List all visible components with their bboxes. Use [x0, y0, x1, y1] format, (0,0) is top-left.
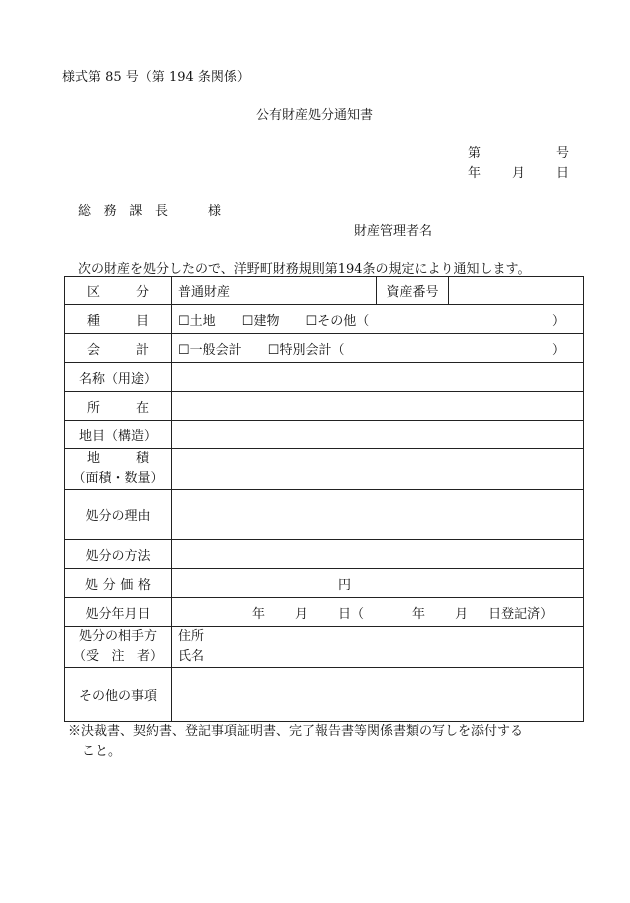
checkbox-general-account[interactable]: ☐一般会計	[178, 342, 242, 358]
close-paren: ）	[551, 342, 565, 358]
label-char: 積	[135, 451, 149, 466]
date-day: 日	[556, 166, 570, 181]
addressee-char: 総	[78, 204, 92, 219]
row-chimoku	[65, 421, 584, 449]
location-field[interactable]	[172, 392, 584, 421]
reason-field[interactable]	[172, 490, 584, 540]
party-sub	[71, 647, 165, 667]
label-char: 格	[137, 577, 151, 593]
footnote-line2: こと。	[82, 744, 122, 759]
reg-day-unit: 日登記済）	[488, 606, 554, 622]
price-unit: 円	[338, 577, 352, 593]
doc-number-dai: 第	[468, 146, 482, 161]
date-year-unit: 年	[252, 606, 266, 622]
label-char: （受	[73, 649, 100, 664]
chimoku-field[interactable]	[172, 421, 584, 449]
label-char: 地	[87, 451, 101, 466]
name-label: 名称（用途）	[65, 363, 172, 392]
doc-number-go: 号	[556, 146, 570, 161]
price-label	[65, 569, 172, 598]
addressee	[78, 200, 168, 219]
checkbox-land[interactable]: ☐土地	[178, 313, 216, 329]
sender-name: 財産管理者名	[354, 224, 433, 239]
method-field[interactable]	[172, 540, 584, 569]
label-char: 価	[120, 577, 134, 593]
checkbox-building[interactable]: ☐建物	[241, 313, 280, 329]
checkbox-special-account[interactable]: ☐特別会計（	[267, 342, 345, 358]
chiseki-field[interactable]	[172, 449, 584, 490]
reason-label: 処分の理由	[65, 490, 172, 540]
disposal-table	[64, 276, 584, 722]
party-label-main: 処分の相手方	[78, 629, 157, 644]
other-field[interactable]	[172, 668, 584, 722]
date-year: 年	[468, 166, 482, 181]
row-kubun	[65, 277, 584, 305]
addressee-char: 課	[129, 204, 143, 219]
date-month-unit: 月	[295, 606, 309, 622]
name-field[interactable]	[172, 363, 584, 392]
date-label: 処分年月日	[65, 598, 172, 627]
addressee-char: 長	[154, 204, 168, 219]
chiseki-sub: （面積・数量）	[72, 471, 164, 486]
page-title: 公有財産処分通知書	[256, 108, 374, 123]
form-number: 様式第 85 号（第 194 条関係）	[62, 70, 250, 85]
date-month: 月	[512, 166, 526, 181]
addressee-char: 務	[103, 204, 117, 219]
asset-number-label: 資産番号	[377, 277, 449, 305]
checkbox-other[interactable]: ☐その他（	[305, 313, 370, 329]
label-char: 処	[85, 577, 99, 593]
close-paren: ）	[551, 313, 565, 329]
row-reason	[65, 490, 584, 540]
party-field[interactable]	[172, 627, 584, 668]
label-char: 分	[135, 285, 149, 300]
label-char: 計	[135, 342, 149, 358]
row-date	[65, 598, 584, 627]
label-char: 会	[87, 342, 101, 358]
row-kaikei	[65, 334, 584, 363]
label-char: 在	[135, 400, 149, 416]
label-char: 者）	[136, 649, 163, 664]
label-char: 所	[87, 400, 101, 416]
kaikei-options	[172, 334, 584, 363]
footnote-line1: ※決裁書、契約書、登記事項証明書、完了報告書等関係書類の写しを添付する	[68, 724, 524, 739]
chiseki-label	[65, 449, 172, 490]
row-party	[65, 627, 584, 668]
row-shumoku	[65, 305, 584, 334]
row-chiseki	[65, 449, 584, 490]
label-char: 注	[111, 649, 125, 664]
reg-month-unit: 月	[455, 606, 469, 622]
chimoku-label: 地目（構造）	[65, 421, 172, 449]
method-label: 処分の方法	[65, 540, 172, 569]
row-other	[65, 668, 584, 722]
location-label	[65, 392, 172, 421]
date-field[interactable]	[172, 598, 584, 627]
kaikei-label	[65, 334, 172, 363]
kubun-label	[65, 277, 172, 305]
row-location	[65, 392, 584, 421]
label-char: 区	[87, 285, 101, 300]
party-label	[65, 627, 172, 668]
party-address-label: 住所	[178, 629, 205, 644]
other-label: その他の事項	[65, 668, 172, 722]
label-char: 目	[135, 313, 149, 329]
asset-number-field[interactable]	[449, 277, 584, 305]
shumoku-label	[65, 305, 172, 334]
addressee-sama: 様	[208, 204, 222, 219]
intro-text: 次の財産を処分したので、洋野町財務規則第194条の規定により通知します。	[78, 262, 531, 277]
reg-year-unit: 年	[412, 606, 426, 622]
label-char: 種	[87, 313, 101, 329]
row-name	[65, 363, 584, 392]
kubun-value[interactable]: 普通財産	[172, 277, 377, 305]
row-method	[65, 540, 584, 569]
party-name-label: 氏名	[178, 649, 205, 664]
shumoku-options	[172, 305, 584, 334]
price-field[interactable]	[172, 569, 584, 598]
date-day-unit: 日（	[338, 606, 365, 622]
row-price	[65, 569, 584, 598]
label-char: 分	[102, 577, 116, 593]
